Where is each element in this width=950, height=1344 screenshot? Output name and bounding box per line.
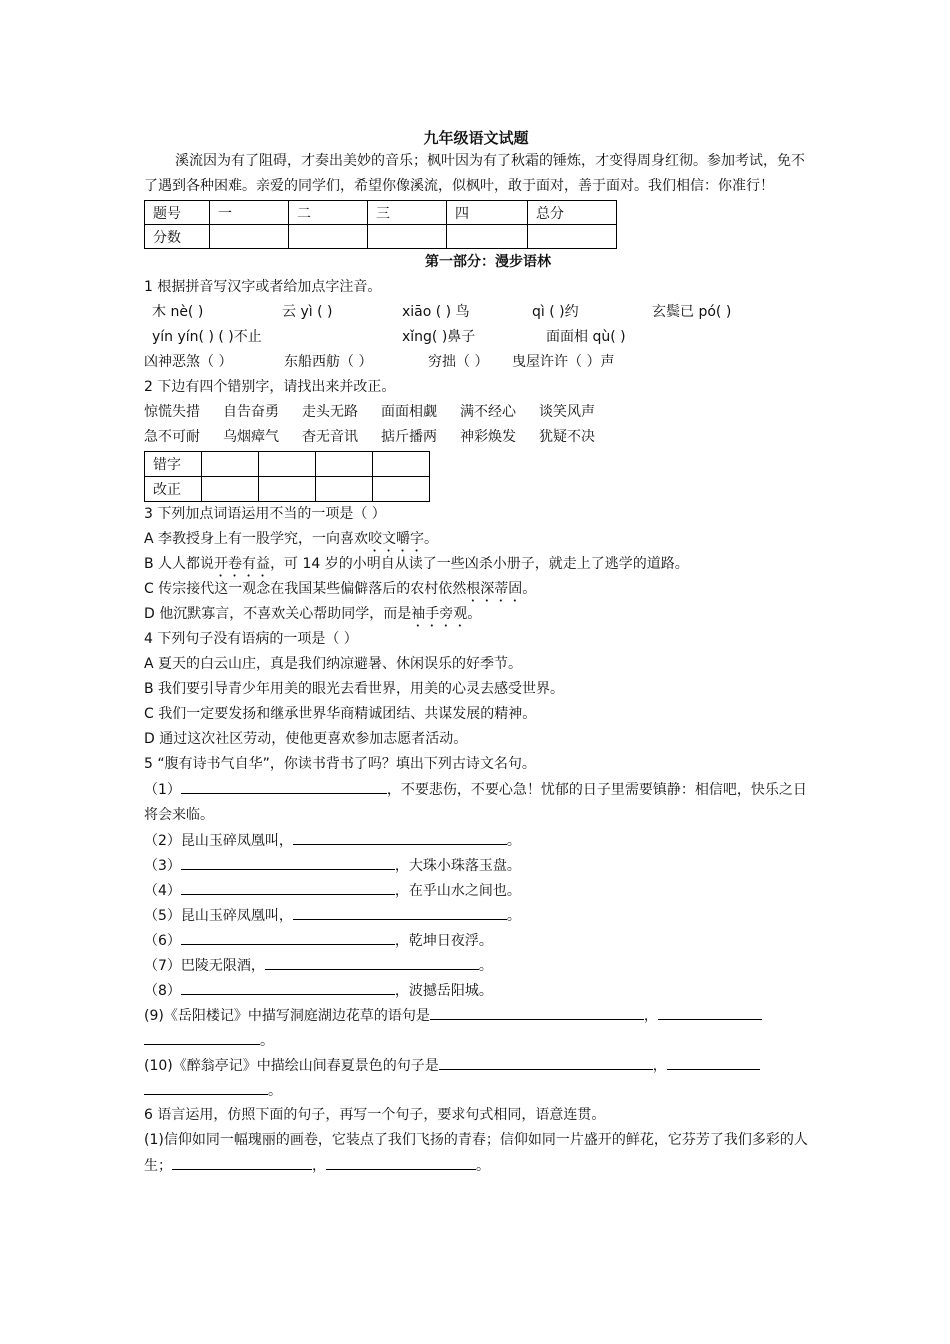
q5-item-1 [144, 777, 808, 828]
q2-answer-cell[interactable] [373, 477, 430, 502]
q3-b-dotted: 开卷有益 [214, 556, 271, 572]
exam-page [144, 125, 808, 1179]
q5-item-9-cont [144, 1028, 808, 1053]
q5-blank[interactable] [265, 953, 479, 970]
q1-item: 凶神恶煞（ ） [144, 354, 233, 370]
q1-item: 穷拙（ ） [428, 354, 489, 370]
q5-text: ，大珠小珠落玉盘。 [394, 858, 521, 874]
q2-stem: 2 下边有四个错别字，请找出来并改正。 [144, 379, 396, 395]
q5-item-7 [144, 953, 808, 978]
q5-label: （8） [144, 983, 181, 999]
q6-blank[interactable] [172, 1153, 312, 1170]
q2-word: 神彩焕发 [460, 429, 516, 445]
q2-word: 走头无路 [302, 404, 358, 420]
q5-text: （5）昆山玉碎凤凰叫， [144, 908, 293, 924]
q4-option: D 通过这次社区劳动，使他更喜欢参加志愿者活动。 [144, 731, 468, 747]
q3-stem: 3 下列加点词语运用不当的一项是（ ） [144, 506, 386, 522]
q5-text: （2）昆山玉碎凤凰叫， [144, 833, 293, 849]
q1-stem: 1 根据拼音写汉字或者给加点字注音。 [144, 279, 382, 295]
score-table [144, 200, 617, 249]
q5-blank[interactable] [181, 928, 395, 945]
q1-row3 [144, 350, 808, 375]
q1-item: 玄鬓已 pó( ) [652, 304, 732, 320]
q2-answer-cell[interactable] [316, 452, 373, 477]
score-cell[interactable] [528, 225, 617, 249]
q1-item: xiāo ( ) 鸟 [402, 304, 470, 320]
q6-stem: 6 语言运用，仿照下面的句子，再写一个句子，要求句式相同，语意连贯。 [144, 1107, 606, 1123]
q2-word: 急不可耐 [144, 429, 200, 445]
q5-text: ，乾坤日夜浮。 [394, 933, 493, 949]
score-cell[interactable] [289, 225, 368, 249]
q5-blank[interactable] [293, 828, 507, 845]
q5-item-9 [144, 1003, 808, 1028]
q3-d-dotted: 袖手旁观 [411, 606, 468, 622]
q5-text: (10)《醉翁亭记》中描绘山间春夏景色的句子是 [144, 1058, 439, 1074]
q1-item: yín yín( ) ( )不止 [152, 329, 262, 345]
q1-item: xǐng( )鼻子 [402, 329, 476, 345]
q5-text: ，不要悲伤，不要心急！忧郁的日子里需要镇静：相信吧，快乐之日将会来临。 [144, 782, 807, 823]
score-header-cell: 四 [447, 201, 528, 225]
q5-text: ，波撼岳阳城。 [394, 983, 493, 999]
q5-punct: 。 [478, 958, 493, 974]
q2-answer-cell[interactable] [259, 477, 316, 502]
q5-punct: ， [643, 1008, 658, 1024]
q3-a-end: 。 [424, 531, 439, 547]
score-row-label: 分数 [145, 225, 210, 249]
q5-text: (9)《岳阳楼记》中描写洞庭湖边花草的语句是 [144, 1008, 430, 1024]
score-cell[interactable] [447, 225, 528, 249]
q2-correct-row [145, 477, 430, 502]
q3-option-a [144, 527, 808, 552]
score-header-cell: 一 [210, 201, 289, 225]
q3-c-dotted: 根深蒂固 [466, 581, 523, 597]
q3-b-text: B 人人都说 [144, 556, 215, 572]
q5-punct: 。 [506, 833, 521, 849]
q2-word: 掂斤播两 [381, 429, 437, 445]
q1-item: 曳屋许许（ ）声 [512, 354, 615, 370]
q2-word: 杳无音讯 [302, 429, 358, 445]
q5-item-8 [144, 978, 808, 1003]
part1-title: 第一部分：漫步语林 [425, 254, 551, 270]
q2-word: 乌烟瘴气 [223, 429, 279, 445]
q2-word: 满不经心 [460, 404, 516, 420]
q2-word: 惊慌失措 [144, 404, 200, 420]
q5-item-4 [144, 878, 808, 903]
q5-blank[interactable] [293, 903, 507, 920]
q2-answer-cell[interactable] [259, 452, 316, 477]
q5-label: （1） [144, 782, 181, 798]
q5-punct: 。 [506, 908, 521, 924]
q2-word: 谈笑风声 [539, 404, 595, 420]
q3-b-end: ，可 14 岁的小明自从读了一些凶杀小册子，就走上了逃学的道路。 [270, 556, 689, 572]
q5-item-3 [144, 853, 808, 878]
q5-label: （4） [144, 883, 181, 899]
q2-correct-label: 改正 [145, 477, 202, 502]
q3-option-b [144, 552, 808, 577]
q4-stem: 4 下列句子没有语病的一项是（ ） [144, 631, 358, 647]
q5-blank[interactable] [181, 978, 395, 995]
q5-item-10 [144, 1053, 808, 1078]
q2-word: 面面相觑 [381, 404, 437, 420]
q5-label: （6） [144, 933, 181, 949]
score-header-cell: 二 [289, 201, 368, 225]
q5-blank[interactable] [658, 1003, 762, 1020]
q2-answer-cell[interactable] [373, 452, 430, 477]
score-table-value-row [145, 225, 617, 249]
q4-option: B 我们要引导青少年用美的眼光去看世界，用美的心灵去感受世界。 [144, 681, 565, 697]
q6-punct: 。 [476, 1158, 490, 1174]
score-header-cell: 题号 [145, 201, 210, 225]
q5-item-6 [144, 928, 808, 953]
q5-punct: 。 [268, 1083, 282, 1099]
q5-label: （3） [144, 858, 181, 874]
q1-item: 云 yì ( ) [282, 304, 333, 320]
q5-blank[interactable] [181, 853, 395, 870]
score-cell[interactable] [210, 225, 289, 249]
q6-text: (1)信仰如同一幅瑰丽的画卷，它装点了我们飞扬的青春；信仰如同一片盛开的鲜花，它芬芳了我们多彩的人生； [144, 1132, 808, 1174]
score-header-cell: 总分 [528, 201, 617, 225]
q3-c-text: C 传宗接代这一观念在我国某些偏僻落后的农村依然 [144, 581, 467, 597]
q3-a-text: A 李教授身上有一股学究，一向喜欢 [144, 531, 369, 547]
intro-paragraph: 溪流因为有了阻碍，才奏出美妙的音乐；枫叶因为有了秋霜的锤炼，才变得周身红彻。参加考试，免不了遇到各种困难。亲爱的同学们，希望你像溪流，似枫叶，敢于面对，善于面对。我们相信：你准行！ [144, 153, 805, 194]
q1-item: 面面相 qù( ) [546, 329, 626, 345]
q5-blank[interactable] [144, 1028, 260, 1045]
score-header-cell: 三 [368, 201, 447, 225]
q5-blank[interactable] [181, 777, 387, 794]
q5-text: ，在乎山水之间也。 [394, 883, 521, 899]
q6-blank[interactable] [326, 1153, 476, 1170]
q1-row1 [144, 300, 808, 325]
q3-option-c [144, 577, 808, 602]
q3-option-d [144, 602, 808, 627]
q1-item: qì ( )约 [532, 304, 579, 320]
q6-item-1 [144, 1128, 808, 1179]
q4-option: C 我们一定要发扬和继承世界华商精诚团结、共谋发展的精神。 [144, 706, 537, 722]
q6-punct: ， [312, 1158, 326, 1174]
q5-item-2 [144, 828, 808, 853]
q5-stem: 5 “腹有诗书气自华”，你读书背书了吗？填出下列古诗文名句。 [144, 756, 536, 772]
q2-answer-cell[interactable] [202, 452, 259, 477]
q5-blank[interactable] [144, 1078, 268, 1095]
q3-a-dotted: 咬文嚼字 [368, 531, 425, 547]
q2-answer-cell[interactable] [316, 477, 373, 502]
q5-blank[interactable] [439, 1053, 653, 1070]
q5-blank[interactable] [667, 1053, 760, 1070]
q3-d-end: 。 [467, 606, 482, 622]
q4-option: A 夏天的白云山庄，真是我们纳凉避暑、休闲误乐的好季节。 [144, 656, 523, 672]
page-title: 九年级语文试题 [423, 129, 529, 147]
q3-d-text: D 他沉默寡言，不喜欢关心帮助同学，而是 [144, 606, 412, 622]
q1-item: 木 nè( ) [152, 304, 204, 320]
q2-word: 自告奋勇 [223, 404, 279, 420]
score-table-header-row [145, 201, 617, 225]
q1-row2 [144, 325, 808, 350]
q5-item-10-cont [144, 1078, 808, 1103]
q5-item-5 [144, 903, 808, 928]
q3-c-end: 。 [522, 581, 537, 597]
q5-text: （7）巴陵无限酒， [144, 958, 265, 974]
score-cell[interactable] [368, 225, 447, 249]
q1-item: 东船西舫（ ） [284, 354, 373, 370]
q5-punct: ， [652, 1058, 667, 1074]
q2-word: 犹疑不决 [539, 429, 595, 445]
q2-wrong-row [145, 452, 430, 477]
q5-blank[interactable] [430, 1003, 644, 1020]
q2-answer-cell[interactable] [202, 477, 259, 502]
q2-words-row1 [144, 400, 808, 425]
q2-words-row2 [144, 425, 808, 450]
q2-wrong-label: 错字 [145, 452, 202, 477]
q5-punct: 。 [260, 1033, 274, 1049]
q5-blank[interactable] [181, 878, 395, 895]
q2-answer-table [144, 451, 430, 502]
